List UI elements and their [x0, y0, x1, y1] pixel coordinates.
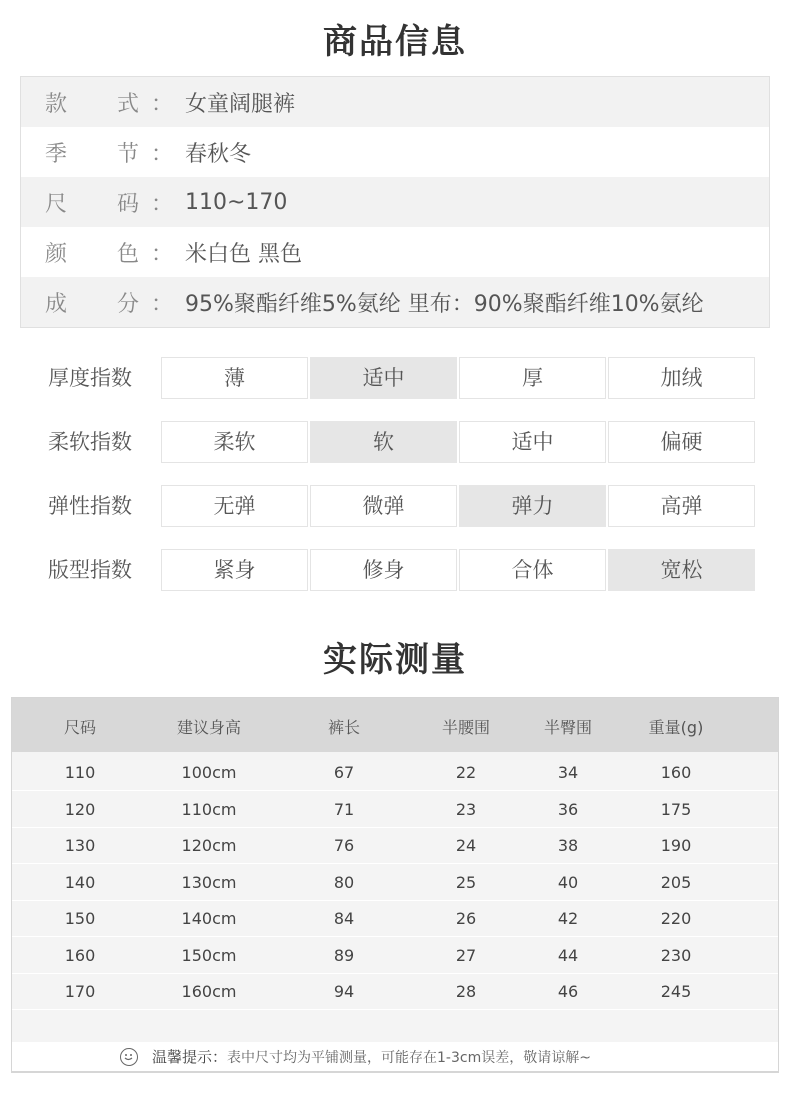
index-option: 薄 — [161, 357, 308, 399]
table-cell: 36 — [557, 799, 579, 819]
index-option: 宽松 — [608, 549, 755, 591]
info-row — [21, 177, 769, 227]
column-header: 建议身高 — [176, 718, 241, 737]
table-row — [12, 900, 778, 937]
index-label: 柔软指数 — [48, 430, 132, 454]
table-cell: 205 — [660, 872, 692, 892]
table-cell: 150cm — [181, 945, 237, 965]
table-row — [12, 973, 778, 1010]
table-cell: 130 — [64, 836, 96, 855]
table-cell: 150 — [64, 909, 96, 928]
table-cell: 26 — [455, 909, 477, 928]
table-cell: 140 — [64, 872, 96, 892]
index-option: 合体 — [459, 549, 606, 591]
index-label: 弹性指数 — [48, 494, 132, 518]
info-row — [21, 277, 769, 327]
table-cell: 120 — [64, 799, 96, 819]
table-row — [12, 791, 778, 828]
smiley-icon — [120, 1048, 138, 1066]
column-header: 半臀围 — [543, 718, 592, 737]
index-row — [0, 421, 790, 463]
info-value: 95%聚酯纤维5%氨纶 里布：90%聚酯纤维10%氨纶 — [185, 291, 704, 317]
table-cell: 22 — [455, 763, 477, 782]
index-row — [0, 485, 790, 527]
info-colon: ： — [151, 241, 174, 267]
index-label: 版型指数 — [48, 558, 132, 582]
index-option: 厚 — [459, 357, 606, 399]
info-key-char: 节 — [117, 141, 140, 167]
info-value: 女童阔腿裤 — [185, 91, 296, 117]
measurement-table — [11, 697, 779, 1073]
table-cell: 170 — [64, 982, 96, 1001]
info-colon: ： — [151, 141, 174, 167]
tip-label: 温馨提示： — [152, 1048, 228, 1066]
section-title-product-info: 商品信息 — [323, 22, 467, 62]
info-key-char: 色 — [117, 241, 140, 267]
info-key-char: 款 — [45, 91, 68, 117]
info-row — [21, 127, 769, 177]
info-colon: ： — [151, 191, 174, 217]
table-cell: 80 — [333, 872, 355, 892]
table-cell: 110 — [64, 763, 96, 782]
info-key-char: 式 — [117, 91, 140, 117]
index-option: 高弹 — [608, 485, 755, 527]
info-key-char: 尺 — [45, 191, 68, 217]
table-cell: 230 — [660, 945, 692, 965]
tip-text — [152, 1042, 591, 1073]
column-header: 重量(g) — [648, 718, 704, 737]
tip-message: 表中尺寸均为平铺测量，可能存在1-3cm误差，敬请谅解~ — [227, 1050, 591, 1066]
table-cell: 130cm — [181, 872, 237, 892]
table-cell: 94 — [333, 982, 355, 1001]
info-value: 春秋冬 — [185, 141, 252, 167]
table-cell: 27 — [455, 945, 477, 965]
column-header: 半腰围 — [441, 718, 490, 737]
table-cell: 34 — [557, 763, 579, 782]
index-option: 修身 — [310, 549, 457, 591]
index-option: 无弹 — [161, 485, 308, 527]
info-key-char: 颜 — [45, 241, 68, 267]
info-colon: ： — [151, 291, 174, 317]
index-row — [0, 357, 790, 399]
table-cell: 24 — [455, 836, 477, 855]
table-cell: 25 — [455, 872, 477, 892]
table-row — [12, 754, 778, 791]
column-header: 裤长 — [327, 718, 360, 737]
info-key-char: 分 — [117, 291, 140, 317]
table-row — [12, 827, 778, 864]
table-cell: 40 — [557, 872, 579, 892]
info-colon: ： — [151, 91, 174, 117]
info-key-char: 季 — [45, 141, 68, 167]
column-header: 尺码 — [63, 718, 96, 737]
product-info-table — [20, 76, 770, 328]
table-cell: 175 — [660, 799, 692, 819]
info-key-char: 码 — [117, 191, 140, 217]
table-cell: 67 — [333, 763, 355, 782]
table-cell: 220 — [660, 909, 692, 928]
table-cell: 89 — [333, 945, 355, 965]
table-cell: 84 — [333, 909, 355, 928]
table-cell: 42 — [557, 909, 579, 928]
tip-bar — [11, 1042, 779, 1072]
table-cell: 28 — [455, 982, 477, 1001]
table-cell: 100cm — [181, 763, 237, 782]
index-option: 加绒 — [608, 357, 755, 399]
table-row — [12, 864, 778, 901]
table-cell: 190 — [660, 836, 692, 855]
index-option: 适中 — [310, 357, 457, 399]
index-option: 微弹 — [310, 485, 457, 527]
index-option: 适中 — [459, 421, 606, 463]
index-label: 厚度指数 — [48, 366, 132, 390]
index-option: 弹力 — [459, 485, 606, 527]
info-key-char: 成 — [45, 291, 68, 317]
table-cell: 71 — [333, 799, 355, 819]
info-value: 米白色 黑色 — [185, 241, 302, 267]
index-option: 紧身 — [161, 549, 308, 591]
section-title-measurements: 实际测量 — [323, 640, 467, 680]
index-option: 偏硬 — [608, 421, 755, 463]
table-cell: 46 — [557, 982, 579, 1001]
table-cell: 120cm — [181, 836, 237, 855]
info-row — [21, 77, 769, 127]
index-row — [0, 549, 790, 591]
table-cell: 160 — [64, 945, 96, 965]
table-cell: 140cm — [181, 909, 237, 928]
table-cell: 38 — [557, 836, 579, 855]
table-cell: 160cm — [181, 982, 237, 1001]
table-cell: 23 — [455, 799, 477, 819]
index-option: 软 — [310, 421, 457, 463]
measurement-table-header — [12, 698, 778, 752]
table-row — [12, 937, 778, 974]
info-value: 110~170 — [185, 189, 288, 215]
table-cell: 76 — [333, 836, 355, 855]
table-cell: 44 — [557, 945, 579, 965]
index-option: 柔软 — [161, 421, 308, 463]
table-cell: 110cm — [181, 799, 237, 819]
table-cell: 160 — [660, 763, 692, 782]
info-row — [21, 227, 769, 277]
table-cell: 245 — [660, 982, 692, 1001]
